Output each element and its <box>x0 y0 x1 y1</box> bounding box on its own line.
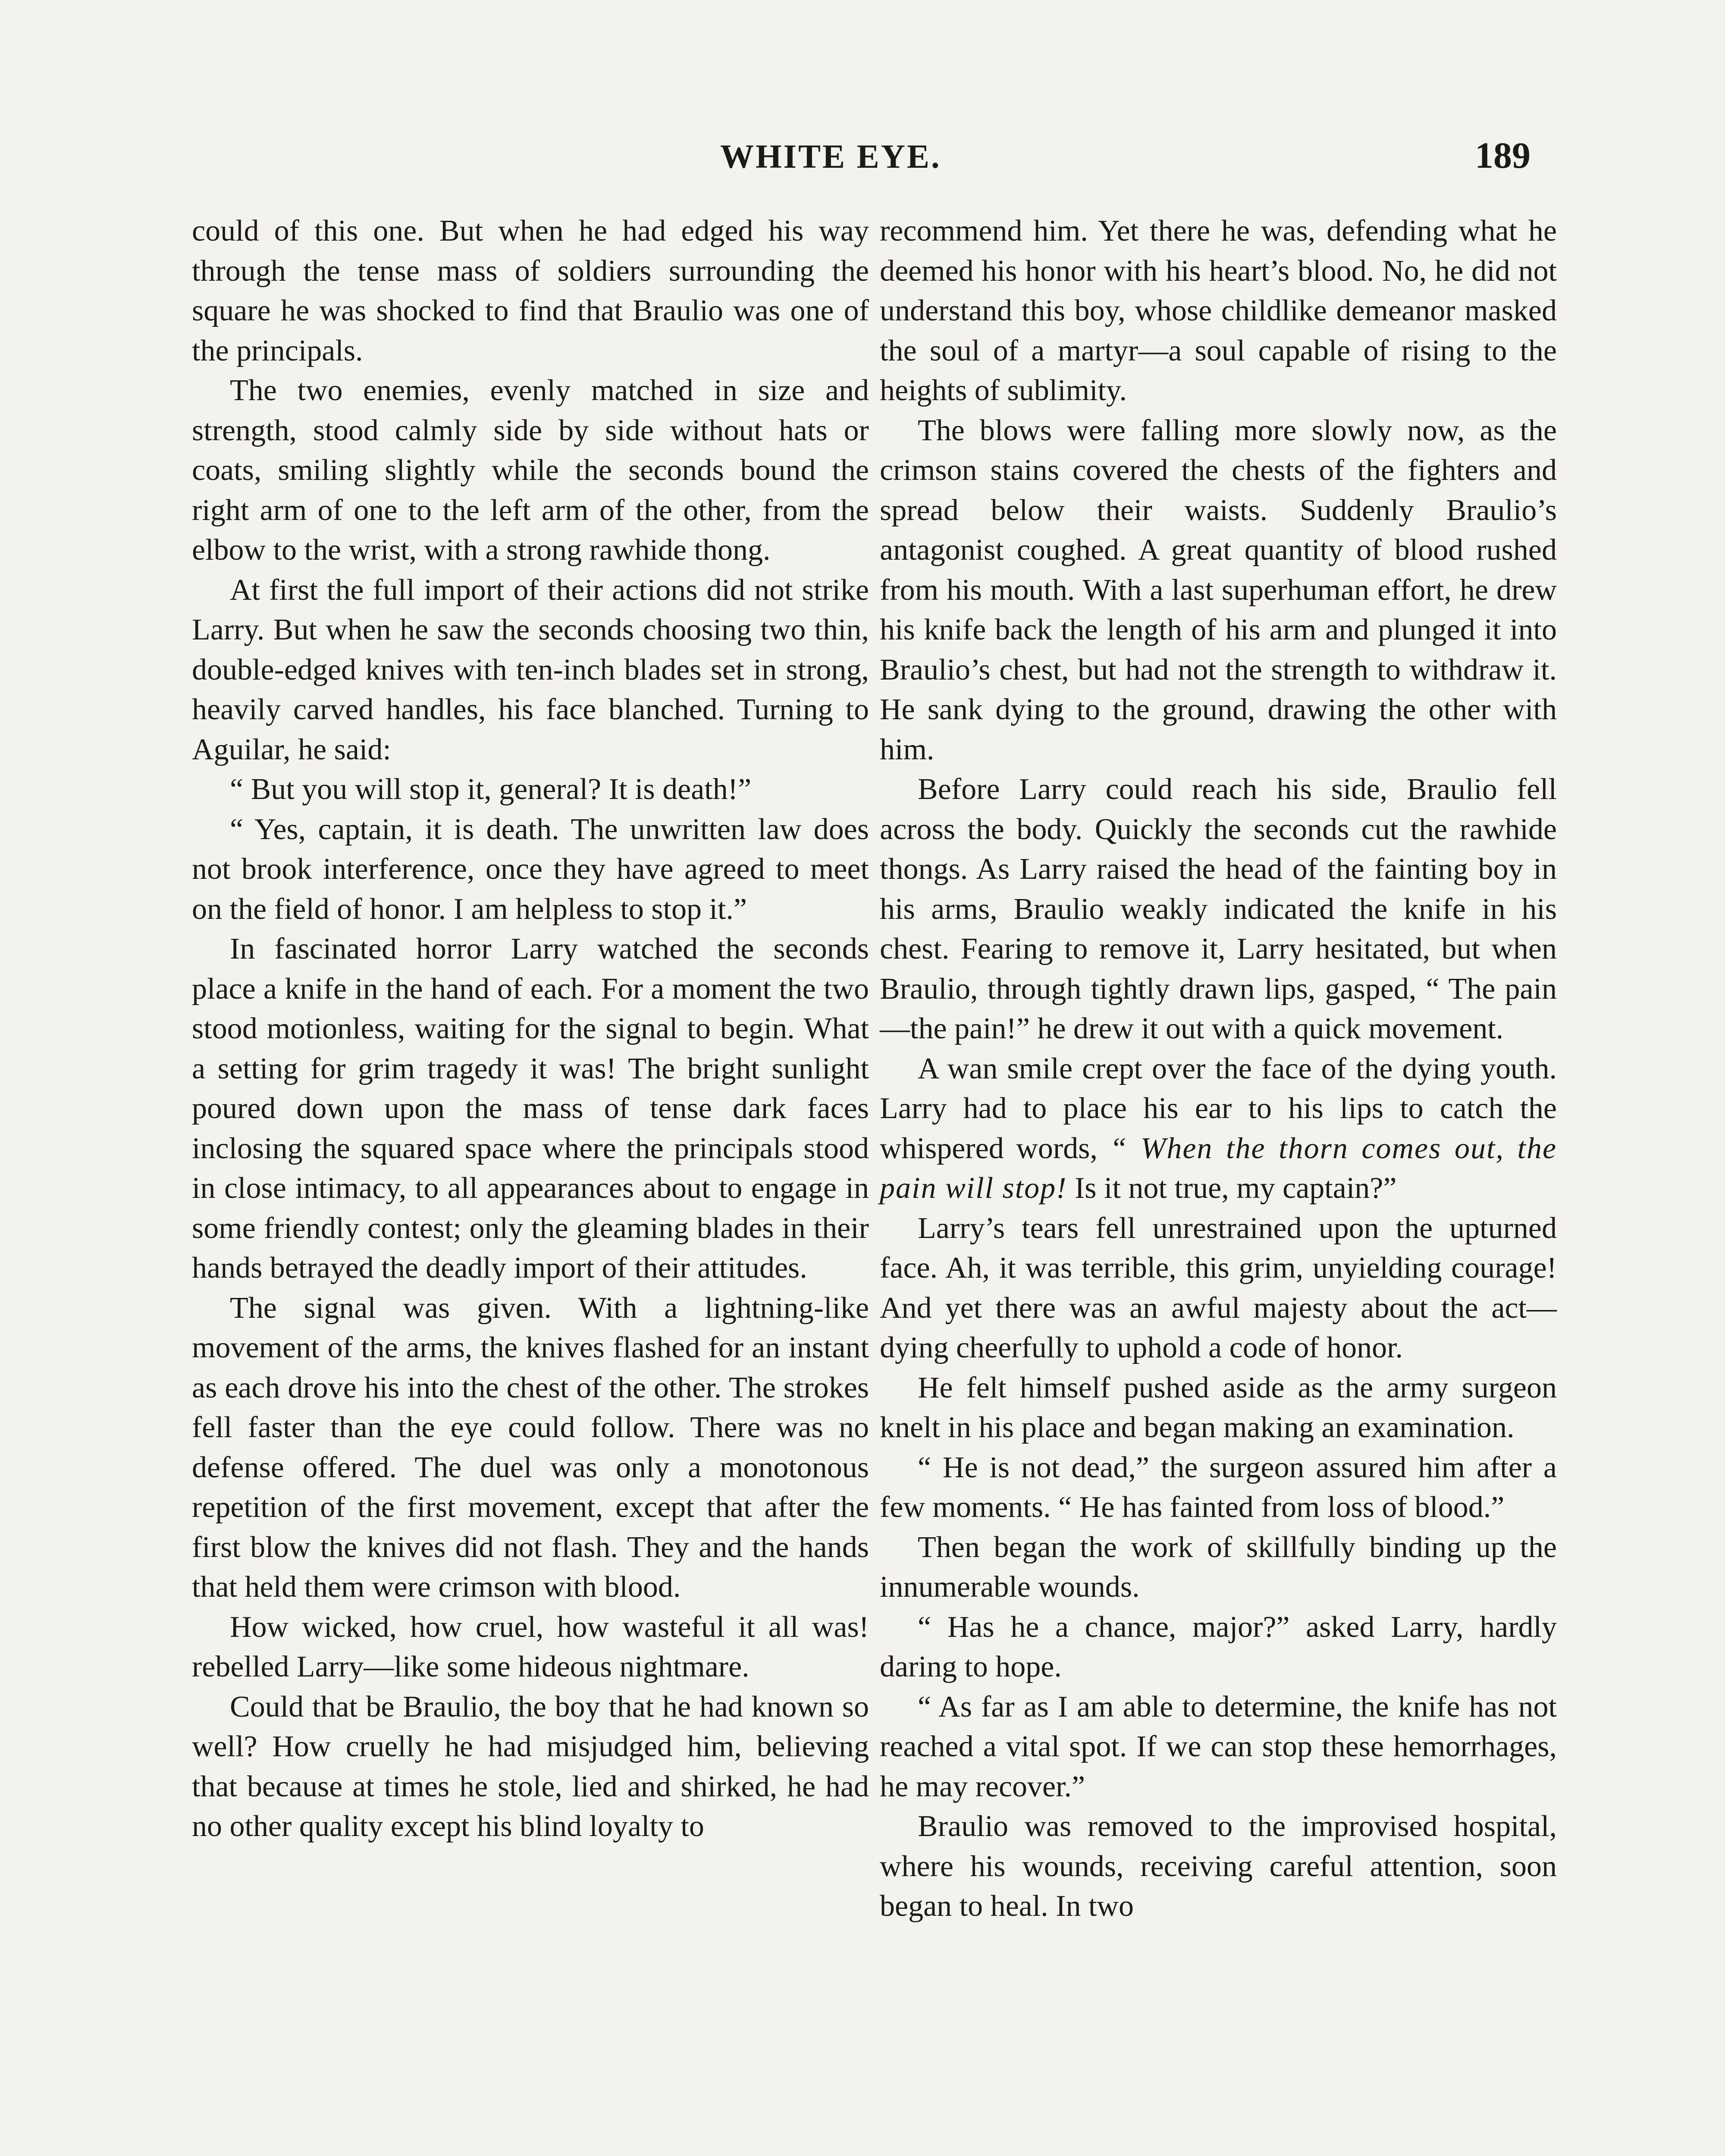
paragraph: could of this one. But when he had edged his way through the tense mass of soldiers surrounding the square he was shocked to find that Braulio was one of the principals. <box>192 214 869 367</box>
paragraph: Could that be Braulio, the boy that he had known so well? How cruelly he had misjudged him, believing that because at times he stole, lied and shirked, he had no other quality except his blind loyalty to <box>192 1690 869 1843</box>
paragraph: The two enemies, evenly matched in size and strength, stood calmly side by side without hats or coats, smiling slightly while the seconds bound the right arm of one to the left arm of the other, from the elbow to the wrist, with a strong rawhide thong. <box>192 374 869 567</box>
left-column <box>192 211 869 1847</box>
paragraph: Then began the work of skillfully binding up the innumerable wounds. <box>880 1530 1557 1604</box>
paragraph: The blows were falling more slowly now, as the crimson stains covered the chests of the fighters and spread below their waists. Suddenly Braulio’s antagonist coughed. A great quantity of blood rushed from his mouth. With a last superhuman effort, he drew his knife back the length of his arm and plunged it into Braulio’s chest, but had not the strength to withdraw it. He sank dying to the ground, drawing the other with him. <box>880 414 1557 766</box>
text-span: Is it not true, my captain?” <box>1074 1172 1397 1205</box>
running-title: WHITE EYE. <box>720 138 941 175</box>
paragraph: “ Yes, captain, it is death. The unwritten law does not brook interference, once they have agreed to meet on the field of honor. I am helpless to stop it.” <box>192 812 869 926</box>
paragraph: The signal was given. With a lightning-like movement of the arms, the knives flashed for an instant as each drove his into the chest of the other. The strokes fell faster than the eye could follow. There was no defense offered. The duel was only a monotonous repetition of the first movement, except that after the first blow the knives did not flash. They and the hands that held them were crimson with blood. <box>192 1291 869 1604</box>
paragraph: Before Larry could reach his side, Braulio fell across the body. Quickly the seconds cut the rawhide thongs. As Larry raised the head of the fainting boy in his arms, Braulio weakly indicated the knife in his chest. Fearing to remove it, Larry hesitated, but when Braulio, through tightly drawn lips, gasped, “ The pain—the pain!” he drew it out with a quick movement. <box>880 773 1557 1045</box>
paragraph: Larry’s tears fell unrestrained upon the upturned face. Ah, it was terrible, this grim, unyielding courage! And yet there was an awful majesty about the act—dying cheerfully to uphold a code of honor. <box>880 1211 1557 1364</box>
paragraph: Braulio was removed to the improvised hospital, where his wounds, receiving careful attention, soon began to heal. In two <box>880 1810 1557 1923</box>
paragraph <box>880 1049 1557 1209</box>
paragraph: “ He is not dead,” the surgeon assured him after a few moments. “ He has fainted from loss of blood.” <box>880 1451 1557 1524</box>
paragraph: recommend him. Yet there he was, defending what he deemed his honor with his heart’s blood. No, he did not understand this boy, whose childlike demeanor masked the soul of a martyr—a soul capable of rising to the heights of sublimity. <box>880 214 1557 407</box>
paragraph: How wicked, how cruel, how wasteful it all was! rebelled Larry—like some hideous nightmare. <box>192 1610 869 1683</box>
paragraph: “ As far as I am able to determine, the knife has not reached a vital spot. If we can stop these hemorrhages, he may recover.” <box>880 1690 1557 1803</box>
paragraph: In fascinated horror Larry watched the seconds place a knife in the hand of each. For a moment the two stood motionless, waiting for the signal to begin. What a setting for grim tragedy it was! The bright sunlight poured down upon the mass of tense dark faces inclosing the squared space where the principals stood in close intimacy, to all appearances about to engage in some friendly contest; only the gleaming blades in their hands betrayed the deadly import of their attitudes. <box>192 932 869 1285</box>
paragraph: “ But you will stop it, general? It is death!” <box>230 773 752 806</box>
paragraph: At first the full import of their actions did not strike Larry. But when he saw the seconds choosing two thin, double-edged knives with ten-inch blades set in strong, heavily carved handles, his face blanched. Turning to Aguilar, he said: <box>192 573 869 766</box>
italic-quote: “ When the thorn comes out, the pain will stop! <box>880 1131 1557 1205</box>
paragraph: “ Has he a chance, major?” asked Larry, hardly daring to hope. <box>880 1610 1557 1683</box>
page-number: 189 <box>1475 135 1531 176</box>
text-span: A wan smile crept over the face of the dying youth. Larry had to place his ear to his lips to catch the whispered words, <box>880 1052 1557 1165</box>
right-column <box>880 211 1557 1927</box>
paragraph: He felt himself pushed aside as the army surgeon knelt in his place and began making an examination. <box>880 1371 1557 1444</box>
